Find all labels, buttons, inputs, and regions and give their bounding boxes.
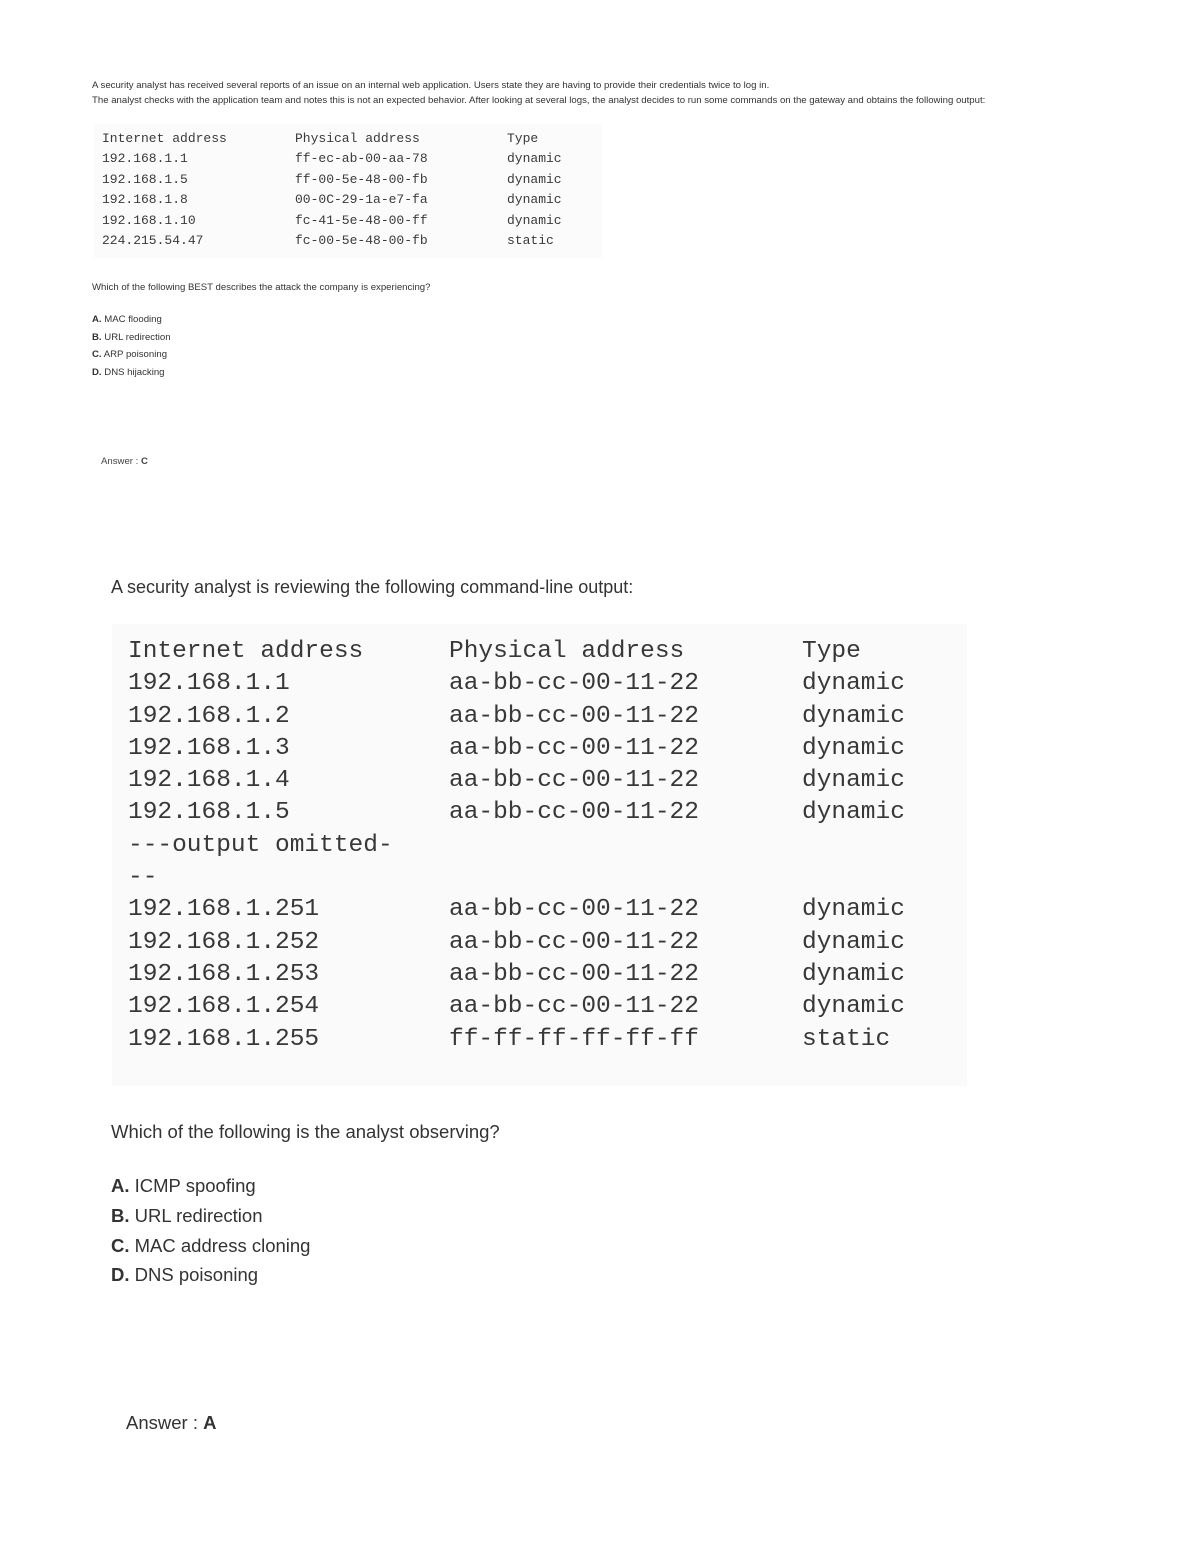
cell-type: dynamic — [507, 151, 562, 167]
option-letter: D. — [111, 1264, 130, 1286]
cell-mac: ff-00-5e-48-00-fb — [295, 171, 428, 187]
table-header-row — [112, 636, 967, 668]
table-row — [112, 894, 967, 926]
cell-mac: aa-bb-cc-00-11-22 — [449, 767, 699, 795]
cell-type: dynamic — [802, 670, 905, 698]
table-row — [112, 668, 967, 700]
question2-prompt: Which of the following is the analyst observing? — [111, 1121, 500, 1142]
question2-intro: A security analyst is reviewing the following command-line output: — [111, 577, 634, 597]
table-row — [112, 991, 967, 1023]
cell-type: dynamic — [507, 212, 562, 228]
cell-omitted: ---output omitted- — [128, 831, 393, 859]
header-physical-address: Physical address — [295, 131, 420, 146]
cell-mac: ff-ec-ab-00-aa-78 — [295, 151, 428, 167]
table-row — [112, 765, 967, 797]
question1-command-output — [94, 124, 602, 258]
option-text: MAC flooding — [104, 314, 162, 325]
table-header-row — [94, 129, 602, 149]
question1-answer — [101, 456, 148, 467]
cell-ip: 192.168.1.2 — [128, 702, 290, 730]
option-letter: A. — [111, 1175, 130, 1196]
table-row — [94, 231, 602, 251]
option-a[interactable] — [92, 311, 171, 329]
option-text: URL redirection — [134, 1204, 263, 1226]
cell-ip: 192.168.1.5 — [128, 799, 290, 827]
table-row-omitted — [112, 862, 967, 894]
option-d[interactable] — [111, 1260, 310, 1290]
cell-ip: 192.168.1.1 — [102, 151, 188, 167]
cell-ip: 192.168.1.3 — [128, 734, 290, 762]
cell-ip: 192.168.1.254 — [128, 993, 320, 1021]
cell-omitted: -- — [128, 864, 158, 892]
option-letter: D. — [92, 366, 102, 378]
option-text: MAC address cloning — [134, 1234, 311, 1256]
cell-mac: aa-bb-cc-00-11-22 — [449, 993, 699, 1021]
cell-type: dynamic — [507, 171, 562, 187]
option-text: ICMP spoofing — [134, 1175, 256, 1196]
cell-ip: 192.168.1.1 — [128, 670, 290, 698]
table-row — [94, 170, 602, 190]
cell-ip: 192.168.1.10 — [102, 212, 196, 228]
table-row — [112, 701, 967, 733]
cell-mac: aa-bb-cc-00-11-22 — [449, 670, 699, 698]
table-row — [112, 1024, 967, 1056]
cell-mac: aa-bb-cc-00-11-22 — [449, 960, 699, 988]
cell-ip: 224.215.54.47 — [102, 232, 204, 248]
cell-mac: 00-0C-29-1a-e7-fa — [295, 192, 428, 208]
option-text: DNS poisoning — [134, 1264, 259, 1286]
cell-type: dynamic — [802, 928, 905, 956]
option-letter: B. — [111, 1204, 130, 1226]
cell-type: dynamic — [802, 734, 905, 762]
question1-intro-line1: A security analyst has received several reports of an issue on an internal web application. Users state they are having to provide their credentials twice to log in. — [92, 80, 770, 91]
cell-ip: 192.168.1.5 — [102, 171, 188, 187]
cell-type: dynamic — [802, 960, 905, 988]
option-letter: A. — [92, 314, 102, 325]
question1-options — [92, 311, 171, 381]
cell-type: dynamic — [802, 767, 905, 795]
cell-type: static — [507, 232, 554, 248]
cell-mac: fc-41-5e-48-00-ff — [295, 212, 428, 228]
option-b[interactable] — [92, 329, 171, 347]
header-type: Type — [507, 131, 539, 146]
cell-type: static — [802, 1025, 891, 1053]
cell-ip: 192.168.1.252 — [128, 928, 320, 956]
answer-value: A — [203, 1412, 217, 1433]
cell-type: dynamic — [802, 702, 905, 730]
table-row — [112, 959, 967, 991]
cell-mac: aa-bb-cc-00-11-22 — [449, 734, 699, 762]
table-row — [112, 927, 967, 959]
question1-intro-line2: The analyst checks with the application team and notes this is not an expected behavior. After looking at several logs, the analyst decides to run some commands on the gateway and obtains the following output: — [92, 95, 986, 106]
cell-mac: fc-00-5e-48-00-fb — [295, 232, 428, 248]
cell-ip: 192.168.1.251 — [128, 896, 320, 924]
answer-label: Answer : — [101, 456, 141, 467]
option-letter: C. — [111, 1234, 130, 1256]
option-text: ARP poisoning — [103, 349, 168, 360]
cell-type: dynamic — [507, 192, 562, 208]
cell-type: dynamic — [802, 799, 905, 827]
table-row — [112, 733, 967, 765]
header-internet-address: Internet address — [128, 638, 364, 665]
question2-options — [111, 1171, 310, 1290]
table-row — [94, 211, 602, 231]
cell-type: dynamic — [802, 896, 905, 924]
option-text: URL redirection — [104, 331, 171, 343]
option-a[interactable] — [111, 1171, 310, 1201]
option-d[interactable] — [92, 364, 171, 382]
header-internet-address: Internet address — [102, 131, 227, 146]
question2-answer — [126, 1412, 216, 1434]
cell-mac: ff-ff-ff-ff-ff-ff — [449, 1025, 699, 1053]
option-c[interactable] — [111, 1231, 310, 1261]
option-text: DNS hijacking — [104, 366, 165, 378]
header-physical-address: Physical address — [449, 638, 685, 665]
table-row — [112, 797, 967, 829]
cell-mac: aa-bb-cc-00-11-22 — [449, 928, 699, 956]
cell-ip: 192.168.1.253 — [128, 960, 320, 988]
option-letter: B. — [92, 331, 102, 343]
answer-label: Answer : — [126, 1412, 204, 1433]
table-row — [94, 190, 602, 210]
option-letter: C. — [92, 349, 102, 360]
option-b[interactable] — [111, 1201, 310, 1231]
cell-mac: aa-bb-cc-00-11-22 — [449, 896, 699, 924]
option-c[interactable] — [92, 346, 171, 364]
table-row — [94, 149, 602, 169]
table-row-omitted — [112, 830, 967, 862]
question2-command-output — [112, 624, 967, 1086]
answer-value: C — [141, 456, 148, 467]
cell-type: dynamic — [802, 993, 905, 1021]
question1-intro — [92, 78, 985, 108]
header-type: Type — [802, 638, 861, 665]
question1-prompt: Which of the following BEST describes the attack the company is experiencing? — [92, 282, 431, 293]
cell-mac: aa-bb-cc-00-11-22 — [449, 799, 699, 827]
cell-ip: 192.168.1.4 — [128, 767, 290, 795]
cell-mac: aa-bb-cc-00-11-22 — [449, 702, 699, 730]
cell-ip: 192.168.1.255 — [128, 1025, 320, 1053]
cell-ip: 192.168.1.8 — [102, 192, 188, 208]
